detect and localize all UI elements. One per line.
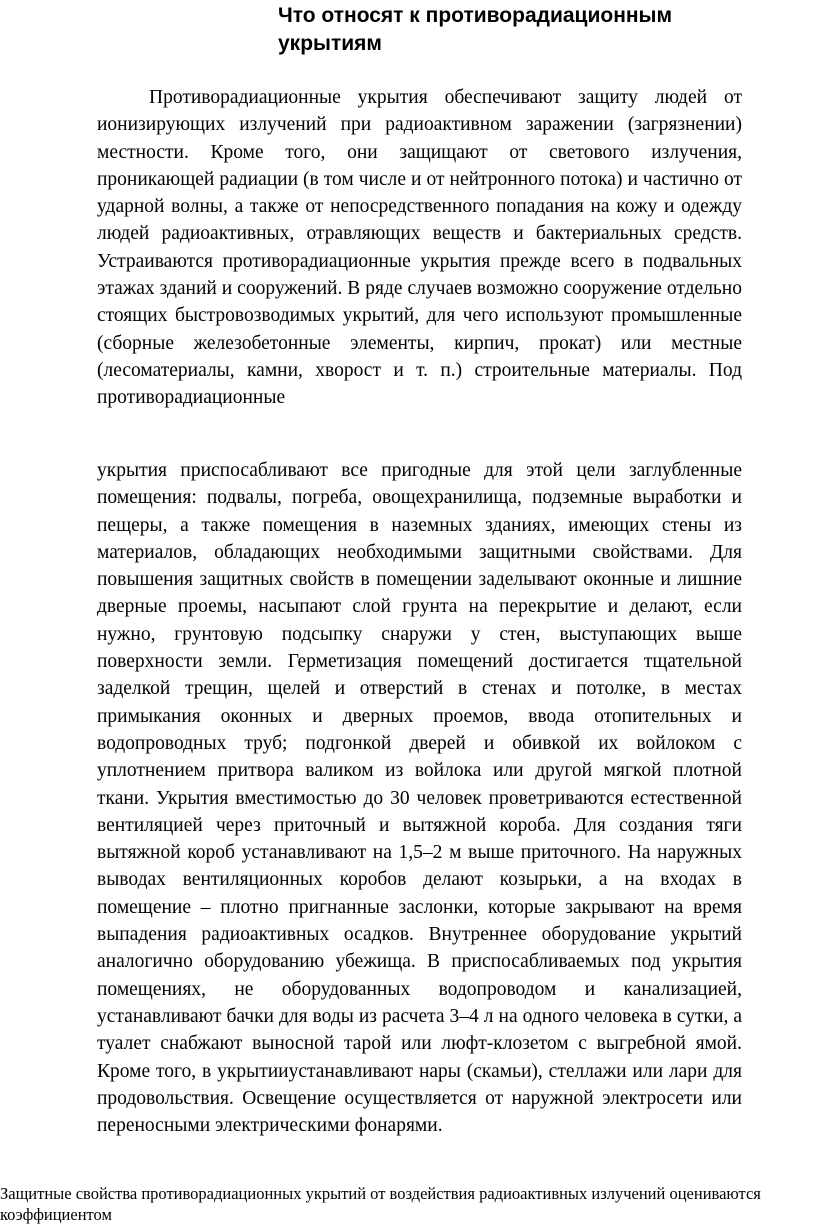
page-title: Что относят к противорадиационным укрытиям [278,4,673,55]
paragraph-protection-coefficient: Защитные свойства противорадиационных укрытий от воздействия радиоактивных излучений оцениваются коэффициентом [0,1184,761,1224]
paragraph-intro: Противорадиационные укрытия обеспечивают защиту людей от ионизирующих излучений при радиоактивном заражении (загрязнении) местности. Кроме того, они защищают от светового излучения, проникающей радиации (в том числе и от нейтронного потока) и частично от ударной волны, а также от непосредственного попадания на кожу и одежду людей радиоактивных, отравляющих веществ и бактериальных средств. Устраиваются противорадиационные укрытия прежде всего в подвальных этажах зданий и сооружений. В ряде случаев возможно сооружение отдельно стоящих быстровозводимых укрытий, для чего используют промышленные (сборные железобетонные элементы, кирпич, прокат) или местные (лесоматериалы, камни, хворост и т. п.) строительные материалы. Под противорадиационные [97,87,742,409]
paragraph-adaptation: укрытия приспосабливают все пригодные для этой цели заглубленные помещения: подвалы, погреба, овощехранилища, подземные выработки и пещеры, а также помещения в наземных зданиях, имеющих стены из материалов, обладающих необходимыми защитными свойствами. Для повышения защитных свойств в помещении заделывают оконные и лишние дверные проемы, насыпают слой грунта на перекрытие и делают, если нужно, грунтовую подсыпку снаружи у стен, выступающих выше поверхности земли. Герметизация помещений достигается тщательной заделкой трещин, щелей и отверстий в стенах и потолке, в местах примыкания оконных и дверных проемов, ввода отопительных и водопроводных труб; подгонкой дверей и обивкой их войлоком с уплотнением притвора валиком из войлока или другой мягкой плотной ткани. Укрытия вместимостью до 30 человек проветриваются естественной вентиляцией через приточный и вытяжной короба. Для создания тяги вытяжной короб устанавливают на 1,5–2 м выше приточного. На наружных выводах вентиляционных коробов делают козырьки, а на входах в помещение – плотно пригнанные заслонки, которые закрывают на время выпадения радиоактивных осадков. Внутреннее оборудование укрытий аналогично оборудованию убежища. В приспосабливаемых под укрытия помещениях, не оборудованных водопроводом и канализацией, устанавливают бачки для воды из расчета 3–4 л на одного человека в сутки, а туалет снабжают выносной тарой или люфт-клозетом с выгребной ямой. Кроме того, в укрытииустанавливают нары (скамьи), стеллажи или лари для продовольствия. Освещение осуществляется от наружной электросети или переносными электрическими фонарями. [97,460,742,1137]
